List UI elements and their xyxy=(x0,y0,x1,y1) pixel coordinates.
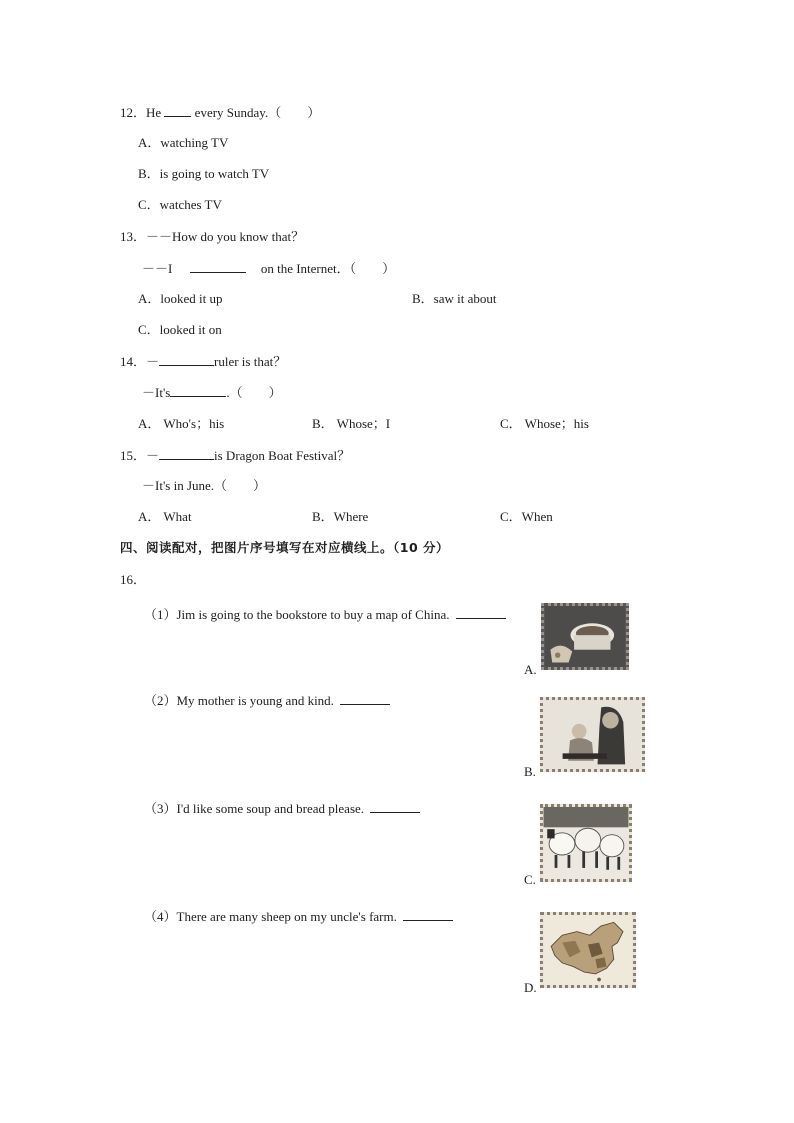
sheep-icon xyxy=(543,807,629,879)
q16-item-2-blank[interactable] xyxy=(340,692,390,705)
q13-reply: －－I on the Internet．（ ） xyxy=(142,261,396,276)
q15-option-a[interactable]: A． What xyxy=(138,509,192,524)
q16-item-3-blank[interactable] xyxy=(370,800,420,813)
q14-blank-2[interactable] xyxy=(170,384,226,397)
q13-option-c[interactable]: C．looked it on xyxy=(138,322,222,337)
mother-child-icon xyxy=(543,700,642,769)
picture-label-c: C. xyxy=(524,872,536,887)
q16-item-4: （4）There are many sheep on my uncle's farm. xyxy=(144,908,453,925)
q14-option-a[interactable]: A． Who's；his xyxy=(138,416,225,431)
q12-stem: 12．He every Sunday.（ ） xyxy=(120,105,321,120)
soup-and-bread-photo xyxy=(541,603,629,670)
q15-reply: －It's in June.（ ） xyxy=(142,478,267,493)
soup-bowl-icon xyxy=(544,606,626,667)
china-map-photo xyxy=(540,912,636,988)
q13-option-b[interactable]: B．saw it about xyxy=(412,291,497,306)
q13-option-a[interactable]: A．looked it up xyxy=(138,291,223,306)
q15-blank[interactable] xyxy=(159,447,214,460)
q12-blank[interactable] xyxy=(164,104,191,117)
q14-reply: －It's .（ ） xyxy=(142,385,282,400)
q16-number: 16． xyxy=(120,572,147,587)
q13-blank[interactable] xyxy=(190,260,246,273)
q13-stem: 13．－－How do you know that？ xyxy=(120,229,305,244)
picture-label-a: A. xyxy=(524,662,537,677)
q14-option-b[interactable]: B． Whose；I xyxy=(312,416,391,431)
china-map-icon xyxy=(543,915,633,985)
q15-stem: 15．－ is Dragon Boat Festival？ xyxy=(120,448,351,463)
q16-item-1: （1）Jim is going to the bookstore to buy a map of China. xyxy=(144,606,506,623)
q15-option-c[interactable]: C．When xyxy=(500,509,553,524)
mother-and-child-photo xyxy=(540,697,645,772)
q16-item-4-blank[interactable] xyxy=(403,908,453,921)
q12-option-b[interactable]: B．is going to watch TV xyxy=(138,166,270,181)
q16-item-3: （3）I'd like some soup and bread please. xyxy=(144,800,420,817)
picture-label-d: D. xyxy=(524,980,537,995)
q14-stem: 14．－ ruler is that？ xyxy=(120,354,287,369)
q16-item-1-blank[interactable] xyxy=(456,606,506,619)
q12-option-c[interactable]: C．watches TV xyxy=(138,197,222,212)
q14-option-c[interactable]: C． Whose；his xyxy=(500,416,589,431)
q14-blank-1[interactable] xyxy=(159,353,214,366)
q16-item-2: （2）My mother is young and kind. xyxy=(144,692,390,709)
q12-option-a[interactable]: A．watching TV xyxy=(138,135,229,150)
sheep-photo xyxy=(540,804,632,882)
picture-label-b: B. xyxy=(524,764,536,779)
section-4-title: 四、阅读配对，把图片序号填写在对应横线上。（10 分） xyxy=(120,540,449,555)
q15-option-b[interactable]: B．Where xyxy=(312,509,369,524)
